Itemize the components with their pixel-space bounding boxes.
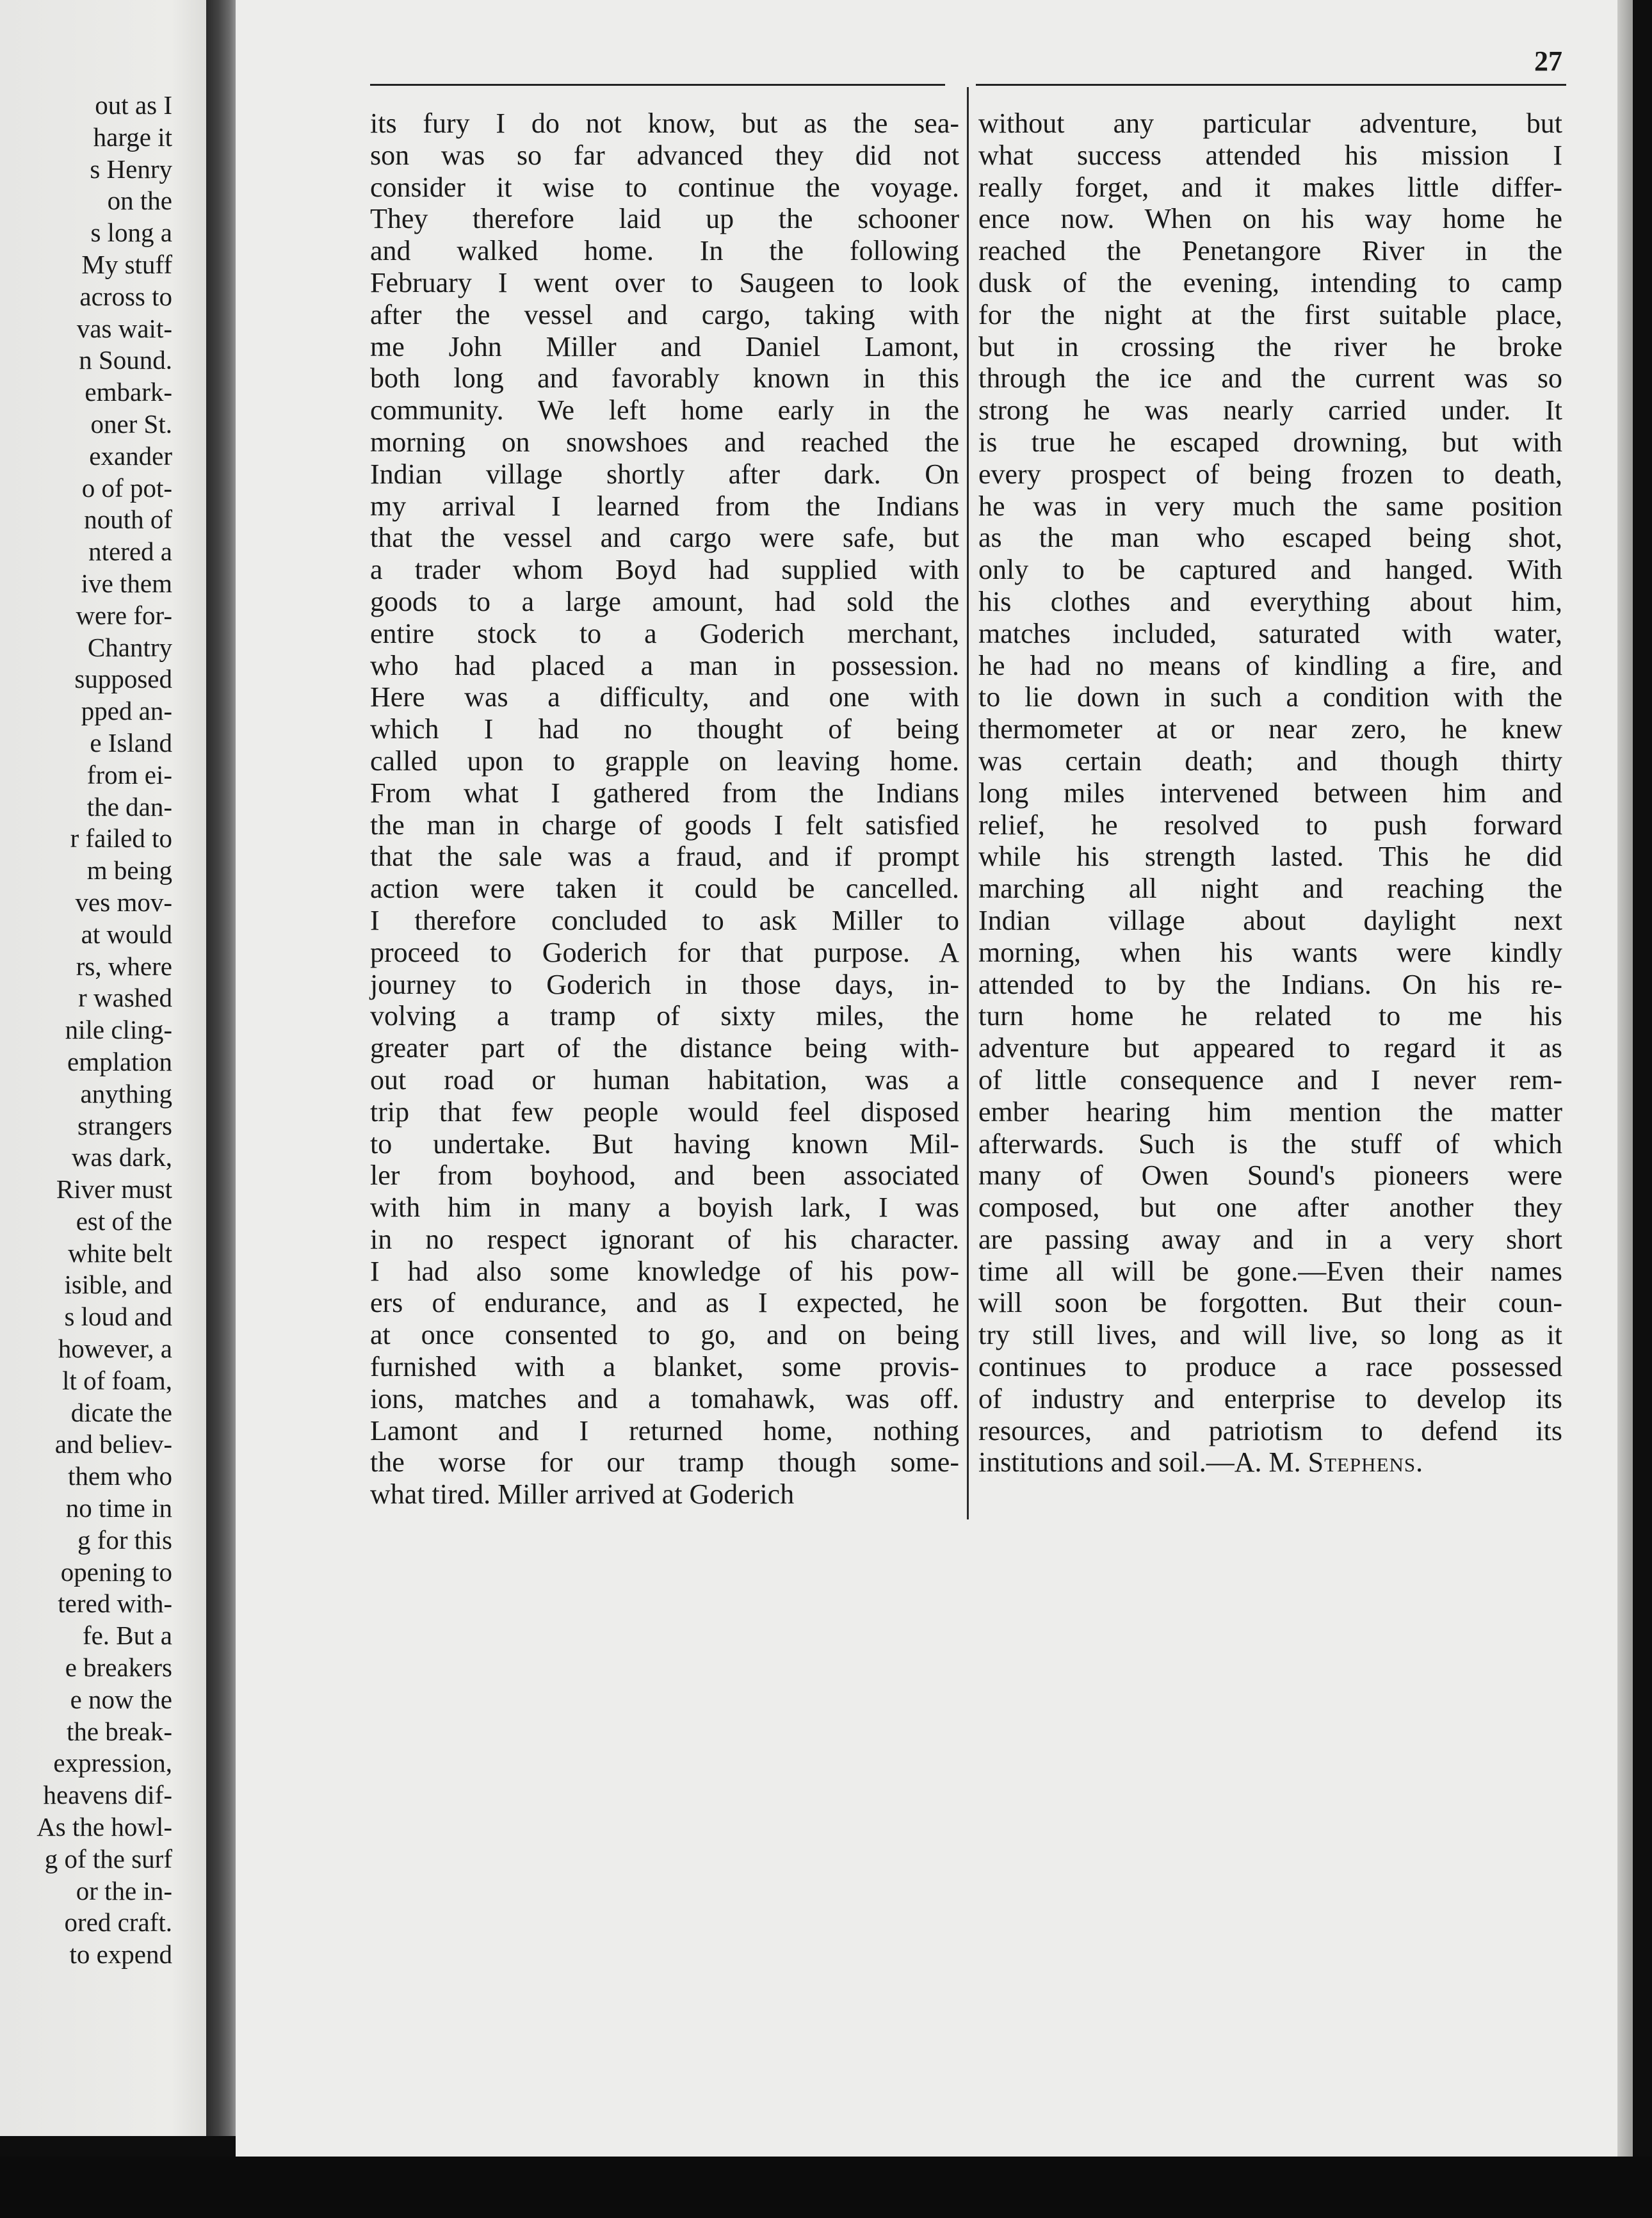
text-line: to undertake. But having known Mil- (370, 1128, 959, 1160)
text-line: embark- (85, 377, 172, 407)
text-line: Indian village about daylight next (978, 904, 1562, 936)
text-line: of industry and enterprise to develop its (978, 1382, 1562, 1414)
text-line: marching all night and reaching the (978, 873, 1562, 905)
text-line: I had also some knowledge of his pow- (370, 1255, 959, 1287)
text-line: February I went over to Saugeen to look (370, 266, 959, 298)
text-line: ler from boyhood, and been associated (370, 1160, 959, 1192)
text-line: ntered a (88, 537, 172, 567)
text-line: ves mov- (75, 887, 172, 917)
text-line: his clothes and everything about him, (978, 585, 1562, 617)
text-line: are passing away and in a very short (978, 1223, 1562, 1255)
text-line: was dark, (71, 1142, 172, 1172)
text-line: a trader whom Boyd had supplied with (370, 554, 959, 586)
scan-border (0, 2157, 1652, 2218)
text-line: g of the surf (44, 1843, 172, 1874)
text-line: Indian village shortly after dark. On (370, 458, 959, 490)
text-line: across to (79, 281, 172, 311)
text-line: the dan- (86, 791, 172, 822)
text-line: attended to by the Indians. On his re- (978, 968, 1562, 1000)
text-line: me John Miller and Daniel Lamont, (370, 330, 959, 362)
text-line: which I had no thought of being (370, 713, 959, 745)
text-line: and believ- (54, 1429, 172, 1459)
text-line: but in crossing the river he broke (978, 330, 1562, 362)
text-line: will soon be forgotten. But their coun- (978, 1287, 1562, 1319)
text-line: m being (86, 855, 172, 886)
text-line: called upon to grapple on leaving home. (370, 745, 959, 777)
text-line: afterwards. Such is the stuff of which (978, 1128, 1562, 1160)
text-line: through the ice and the current was so (978, 362, 1562, 394)
text-line: isible, and (64, 1270, 172, 1300)
text-line: action were taken it could be cancelled. (370, 873, 959, 905)
text-line: oner St. (90, 409, 172, 439)
text-line: without any particular adventure, but (978, 108, 1562, 139)
text-line: r failed to (70, 823, 172, 854)
text-line: try still lives, and will live, so long as it (978, 1319, 1562, 1351)
text-line: supposed (74, 664, 172, 694)
text-line: River must (56, 1174, 172, 1204)
text-line: est of the (76, 1206, 172, 1236)
text-line: resources, and patriotism to defend its (978, 1414, 1562, 1446)
text-line: continues to produce a race possessed (978, 1351, 1562, 1383)
text-line: trip that few people would feel disposed (370, 1096, 959, 1128)
text-line: what success attended his mission I (978, 139, 1562, 171)
text-column-right (978, 108, 1562, 1478)
text-line: proceed to Goderich for that purpose. A (370, 936, 959, 968)
text-line: relief, he resolved to push forward (978, 809, 1562, 841)
text-line: at would (81, 919, 172, 949)
text-line: o of pot- (81, 473, 172, 503)
text-line: he had no means of kindling a fire, and (978, 649, 1562, 681)
text-line: matches included, saturated with water, (978, 617, 1562, 649)
text-line: every prospect of being frozen to death, (978, 458, 1562, 490)
text-line: opening to (60, 1557, 172, 1587)
text-line: composed, but one after another they (978, 1192, 1562, 1224)
text-line: n Sound. (79, 345, 172, 375)
text-line: adventure but appeared to regard it as (978, 1032, 1562, 1064)
text-line: s long a (90, 218, 172, 248)
text-line: dusk of the evening, intending to camp (978, 266, 1562, 298)
text-line: I therefore concluded to ask Miller to (370, 904, 959, 936)
text-line: ions, matches and a tomahawk, was off. (370, 1382, 959, 1414)
text-line: who had placed a man in possession. (370, 649, 959, 681)
closing-line (978, 1446, 1562, 1478)
text-line: My stuff (81, 249, 172, 279)
text-line: both long and favorably known in this (370, 362, 959, 394)
text-line: entire stock to a Goderich merchant, (370, 617, 959, 649)
text-line: its fury I do not know, but as the sea- (370, 108, 959, 139)
text-line: community. We left home early in the (370, 394, 959, 426)
text-line: however, a (58, 1334, 172, 1364)
text-line: only to be captured and hanged. With (978, 554, 1562, 586)
text-line: s loud and (64, 1302, 172, 1332)
text-line: son was so far advanced they did not (370, 139, 959, 171)
text-line: strong he was nearly carried under. It (978, 394, 1562, 426)
closing-text: institutions and soil.—A. M. (978, 1446, 1308, 1478)
text-line: e now the (70, 1684, 172, 1714)
binding-gutter (206, 0, 237, 2136)
text-line: heavens dif- (43, 1780, 172, 1810)
column-divider (967, 87, 969, 1519)
text-line: the worse for our tramp though some- (370, 1446, 959, 1478)
text-line: journey to Goderich in those days, in- (370, 968, 959, 1000)
text-line: thermometer at or near zero, he knew (978, 713, 1562, 745)
text-line: volving a tramp of sixty miles, the (370, 1000, 959, 1032)
text-line: anything (80, 1078, 172, 1108)
text-line: fe. But a (82, 1621, 172, 1651)
text-line: morning on snowshoes and reached the (370, 426, 959, 458)
text-line: ember hearing him mention the matter (978, 1096, 1562, 1128)
text-line: my arrival I learned from the Indians (370, 490, 959, 522)
text-line: out as I (95, 90, 172, 120)
text-line: tered with- (58, 1589, 172, 1619)
header-rule-left (370, 84, 945, 86)
text-line: e breakers (65, 1653, 172, 1683)
text-line: exander (89, 441, 172, 471)
text-line: lt of foam, (62, 1365, 172, 1395)
text-line: to lie down in such a condition with the (978, 681, 1562, 713)
text-line: ers of endurance, and as I expected, he (370, 1287, 959, 1319)
text-line: really forget, and it makes little differ- (978, 171, 1562, 203)
text-line: that the vessel and cargo were safe, but (370, 522, 959, 554)
text-line: at once consented to go, and on being (370, 1319, 959, 1351)
text-line: From what I gathered from the Indians (370, 777, 959, 809)
text-line: and walked home. In the following (370, 235, 959, 267)
text-line: to expend (69, 1939, 172, 1970)
facing-page-fragment (0, 0, 215, 2136)
page-edge (1617, 0, 1633, 2157)
text-line: reached the Penetangore River in the (978, 235, 1562, 267)
text-line: time all will be gone.—Even their names (978, 1255, 1562, 1287)
text-line: e Island (90, 727, 172, 757)
author-signature: Stephens. (1308, 1446, 1424, 1478)
text-line: ive them (81, 568, 172, 598)
text-line: nile cling- (65, 1015, 172, 1045)
text-line: was certain death; and though thirty (978, 745, 1562, 777)
text-line: or the in- (76, 1875, 172, 1906)
text-line: g for this (77, 1525, 172, 1555)
text-line: expression, (53, 1748, 172, 1778)
text-line: pped an- (81, 696, 172, 726)
text-line: goods to a large amount, had sold the (370, 585, 959, 617)
text-line: ence now. When on his way home he (978, 203, 1562, 235)
text-line: for the night at the first suitable place, (978, 298, 1562, 330)
text-line: them who (68, 1461, 172, 1491)
text-line: with him in many a boyish lark, I was (370, 1192, 959, 1224)
text-line: strangers (77, 1110, 172, 1140)
text-line: after the vessel and cargo, taking with (370, 298, 959, 330)
text-line: no time in (65, 1493, 172, 1523)
text-line: dicate the (70, 1397, 172, 1427)
text-line: out road or human habitation, was a (370, 1064, 959, 1096)
text-line: as the man who escaped being shot, (978, 522, 1562, 554)
text-line: from ei- (86, 759, 172, 789)
text-line: harge it (93, 122, 172, 152)
text-line: long miles intervened between him and (978, 777, 1562, 809)
text-line: nouth of (84, 505, 172, 535)
text-line: while his strength lasted. This he did (978, 841, 1562, 873)
text-line: the break- (66, 1716, 172, 1746)
text-line: Chantry (87, 632, 172, 662)
text-line: of little consequence and I never rem- (978, 1064, 1562, 1096)
text-line: morning, when his wants were kindly (978, 936, 1562, 968)
text-line: They therefore laid up the schooner (370, 203, 959, 235)
header-rule-right (976, 84, 1566, 86)
text-line: vas wait- (76, 313, 172, 343)
text-line: were for- (76, 600, 172, 630)
text-line: As the howl- (36, 1812, 172, 1842)
page-number: 27 (1534, 45, 1562, 77)
facing-page-text (0, 90, 172, 1971)
text-line: in no respect ignorant of his character. (370, 1223, 959, 1255)
text-line: white belt (68, 1238, 172, 1268)
text-line: r washed (78, 983, 172, 1013)
text-line: furnished with a blanket, some provis- (370, 1351, 959, 1383)
text-line: Lamont and I returned home, nothing (370, 1414, 959, 1446)
text-line: on the (107, 186, 172, 216)
text-line: rs, where (76, 951, 172, 981)
text-line: consider it wise to continue the voyage. (370, 171, 959, 203)
text-line: turn home he related to me his (978, 1000, 1562, 1032)
text-line: s Henry (90, 154, 172, 184)
text-line: that the sale was a fraud, and if prompt (370, 841, 959, 873)
text-line: is true he escaped drowning, but with (978, 426, 1562, 458)
text-column-left (370, 108, 959, 1510)
text-line: many of Owen Sound's pioneers were (978, 1160, 1562, 1192)
text-line: greater part of the distance being with- (370, 1032, 959, 1064)
text-line: what tired. Miller arrived at Goderich (370, 1478, 795, 1510)
text-line: ored craft. (64, 1907, 172, 1938)
text-line: Here was a difficulty, and one with (370, 681, 959, 713)
text-line: he was in very much the same position (978, 490, 1562, 522)
text-line: the man in charge of goods I felt satisfied (370, 809, 959, 841)
text-line: emplation (67, 1046, 172, 1076)
